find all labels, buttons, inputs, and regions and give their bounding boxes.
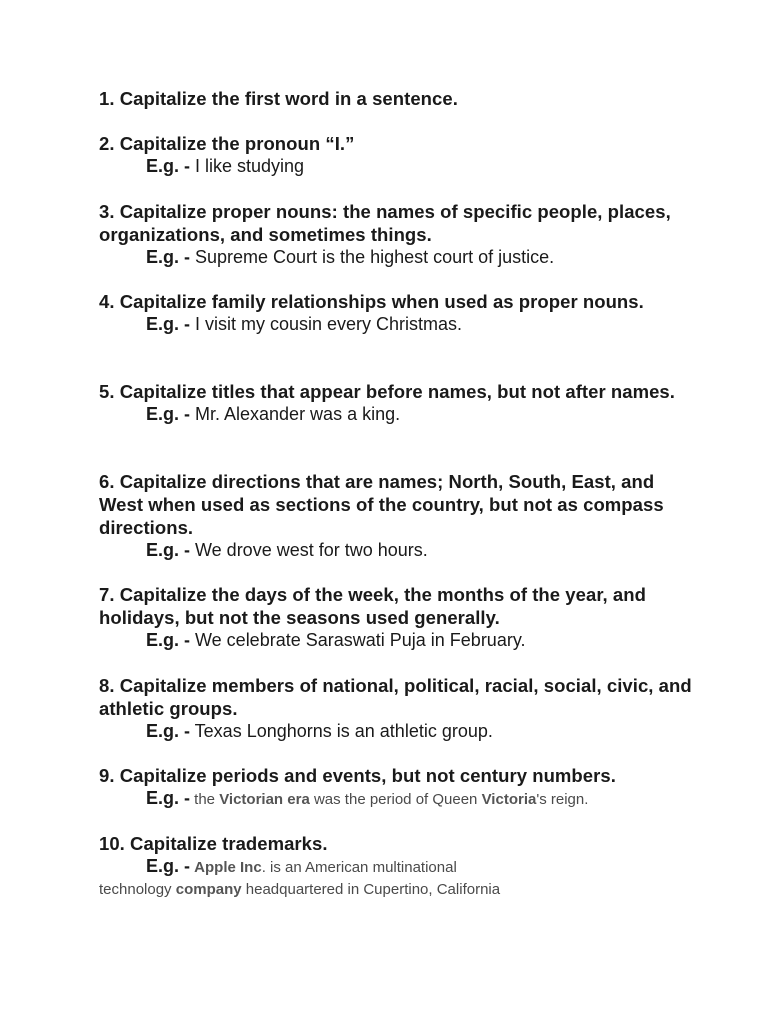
example-text: We celebrate Saraswati Puja in February. <box>190 630 526 650</box>
rule-6 <box>99 470 699 562</box>
example-emphasis: company <box>175 881 242 898</box>
example-text: Mr. Alexander was a king. <box>190 404 401 424</box>
rule-example <box>99 855 699 879</box>
rule-heading: 9. Capitalize periods and events, but not century numbers. <box>99 765 616 786</box>
example-text: . is an American multinational <box>261 859 457 876</box>
rule-3 <box>99 200 699 269</box>
rule-10 <box>99 832 699 900</box>
rule-heading: 3. Capitalize proper nouns: the names of specific people, places, organizations, and sometimes things. <box>99 201 671 245</box>
rule-example <box>99 313 699 336</box>
rule-example <box>99 629 699 652</box>
rule-1 <box>99 87 699 110</box>
eg-label: E.g. - <box>146 788 190 808</box>
rule-7 <box>99 583 699 652</box>
rule-example <box>99 155 699 178</box>
example-text: 's reign. <box>536 791 589 808</box>
eg-label: E.g. - <box>146 856 190 876</box>
rule-example <box>99 403 699 426</box>
rule-5 <box>99 380 699 426</box>
eg-label: E.g. - <box>146 630 190 650</box>
rule-heading: 8. Capitalize members of national, political, racial, social, civic, and athletic groups. <box>99 675 692 719</box>
eg-label: E.g. - <box>146 721 190 741</box>
eg-label: E.g. - <box>146 314 190 334</box>
rule-heading: 7. Capitalize the days of the week, the months of the year, and holidays, but not the seasons used generally. <box>99 584 646 628</box>
example-emphasis: Victoria <box>481 791 537 808</box>
eg-label: E.g. - <box>146 247 190 267</box>
rule-heading: 5. Capitalize titles that appear before names, but not after names. <box>99 381 675 402</box>
eg-label: E.g. - <box>146 156 190 176</box>
example-text: Supreme Court is the highest court of justice. <box>190 247 555 267</box>
example-emphasis: Victorian era <box>219 791 310 808</box>
example-text: We drove west for two hours. <box>190 540 428 560</box>
rule-example <box>99 720 699 743</box>
rule-8 <box>99 674 699 743</box>
example-text: I visit my cousin every Christmas. <box>190 314 463 334</box>
eg-label: E.g. - <box>146 540 190 560</box>
rule-example <box>99 246 699 269</box>
example-continuation <box>99 879 699 900</box>
example-text: was the period of Queen <box>309 791 482 808</box>
eg-label: E.g. - <box>146 404 190 424</box>
example-text: I like studying <box>190 156 305 176</box>
rule-4 <box>99 290 699 336</box>
rule-example <box>99 787 699 811</box>
rule-heading: 2. Capitalize the pronoun “I.” <box>99 133 355 154</box>
example-text: technology <box>99 881 176 898</box>
example-text: Texas Longhorns is an athletic group. <box>190 721 493 741</box>
example-text: the <box>190 791 220 808</box>
rule-heading: 4. Capitalize family relationships when used as proper nouns. <box>99 291 644 312</box>
rule-example <box>99 539 699 562</box>
rule-heading: 6. Capitalize directions that are names; North, South, East, and West when used as sections of the country, but not as compass directions. <box>99 471 664 538</box>
rule-heading: 10. Capitalize trademarks. <box>99 833 328 854</box>
rule-2 <box>99 132 699 178</box>
example-emphasis: Apple Inc <box>194 859 262 876</box>
rule-9 <box>99 764 699 811</box>
example-text: headquartered in Cupertino, California <box>241 881 501 898</box>
rule-heading: 1. Capitalize the first word in a sentence. <box>99 88 458 109</box>
